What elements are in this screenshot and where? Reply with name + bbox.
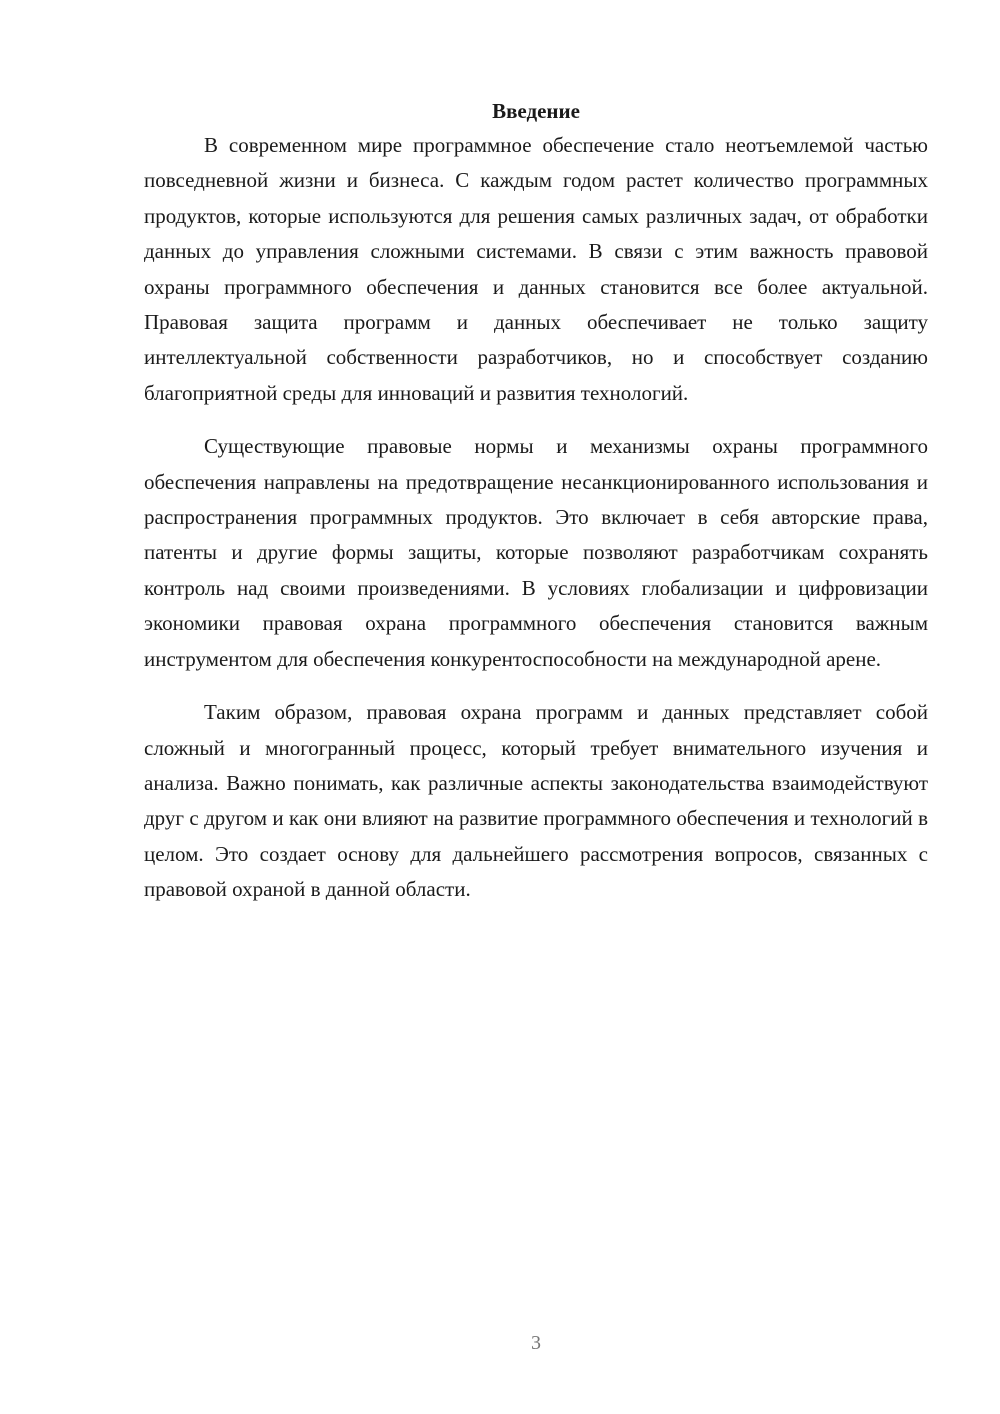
paragraph-2: Существующие правовые нормы и механизмы охраны программного обеспечения направлены на предотвращение несанкционированного использования и распространения программных продуктов. Это включает в себя авторские права, патенты и другие формы защиты, которые позволяют разработчикам сохранять контроль над своими произведениями. В условиях глобализации и цифровизации экономики правовая охрана программного обеспечения становится важным инструментом для обеспечения конкурентоспособности на международной арене.	[144, 434, 928, 671]
paragraph-1: В современном мире программное обеспечение стало неотъемлемой частью повседневной жизни и бизнеса. С каждым годом растет количество программных продуктов, которые используются для решения самых различных задач, от обработки данных до управления сложными системами. В связи с этим важность правовой охраны программного обеспечения и данных становится все более актуальной. Правовая защита программ и данных обеспечивает не только защиту интеллектуальной собственности разработчиков, но и способствует созданию благоприятной среды для инноваций и развития технологий.	[144, 133, 928, 405]
page-body	[144, 96, 928, 926]
paragraph-3: Таким образом, правовая охрана программ и данных представляет собой сложный и многогранный процесс, который требует внимательного изучения и анализа. Важно понимать, как различные аспекты законодательства взаимодействуют друг с другом и как они влияют на развитие программного обеспечения и технологий в целом. Это создает основу для дальнейшего рассмотрения вопросов, связанных с правовой охраной в данной области.	[144, 700, 928, 902]
section-heading: Введение	[492, 99, 580, 123]
page-number: 3	[531, 1332, 541, 1354]
